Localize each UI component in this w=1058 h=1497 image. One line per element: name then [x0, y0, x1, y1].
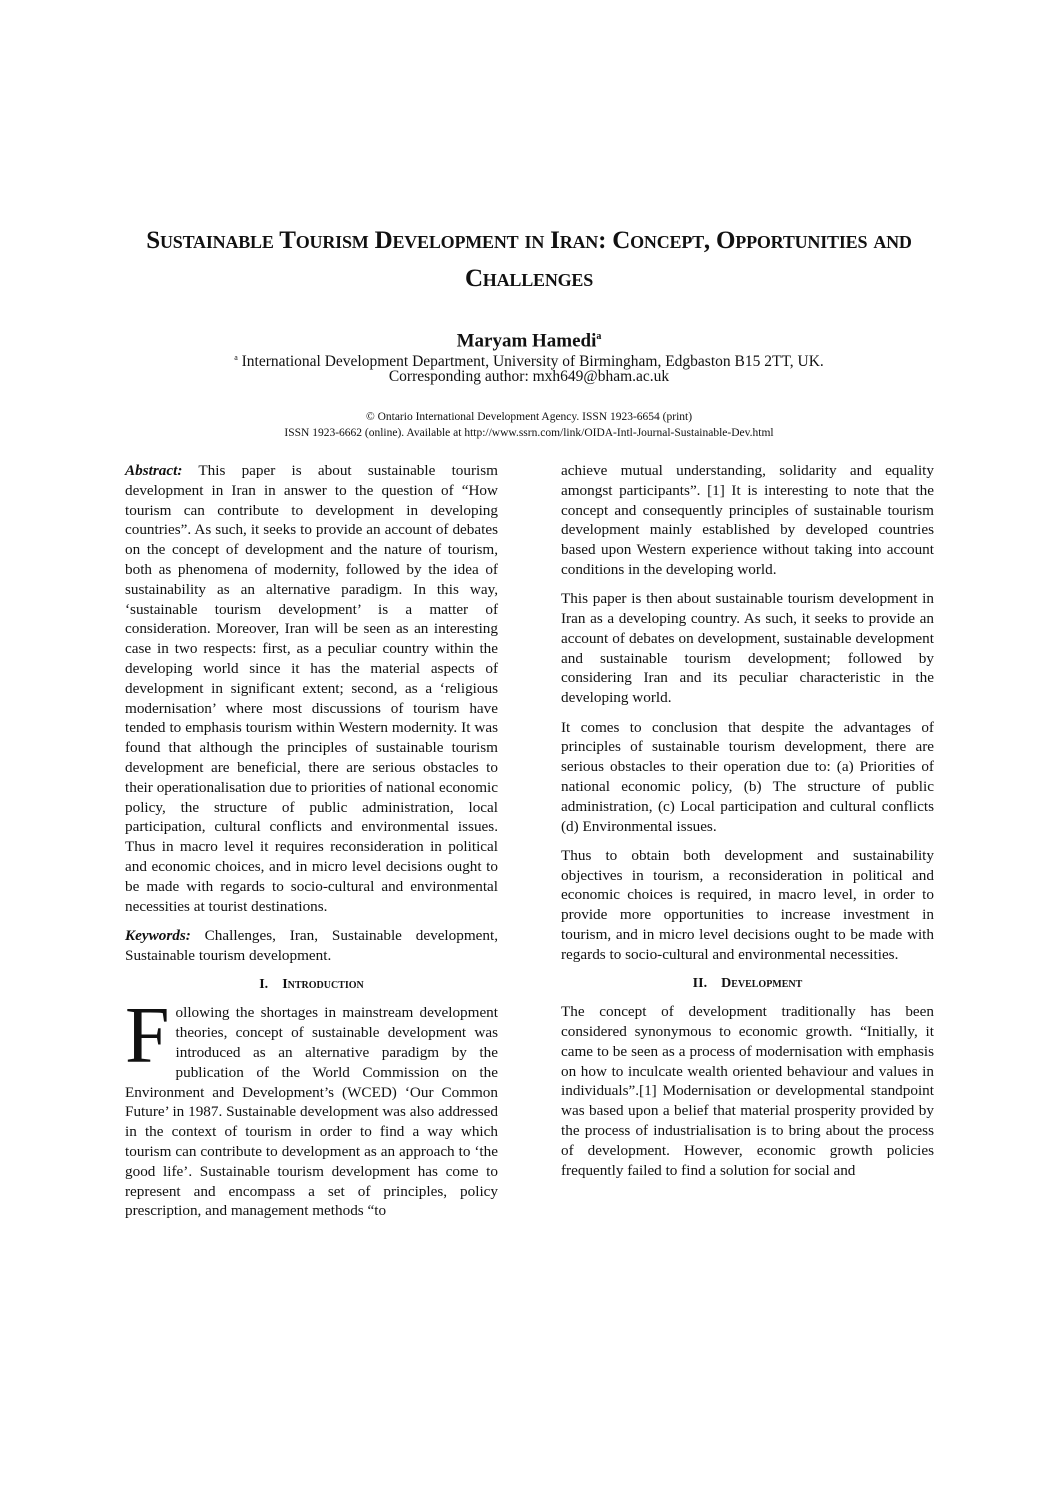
left-column — [125, 461, 498, 1231]
affiliation-marker: a — [234, 353, 238, 362]
abstract-text: This paper is about sustainable tourism development in Iran in answer to the question of “How tourism can contribute to development in developing countries”. As such, it seeks to provide an account of debates on the concept of development and the nature of tourism, both as phenomena of modernity, followed by the idea of sustainability as an alternative paradigm. In this way, ‘sustainable tourism development’ is a matter of consideration. Moreover, Iran will be seen as an interesting case in two respects: first, as a peculiar country within the developing world since it has the material aspects of development in significant extent; second, as a ‘religious modernisation’ where most discussions of tourism have tended to emphasis tourism within Western modernity. It was found that although the principles of sustainable tourism development are beneficial, there are serious obstacles to their operationalisation due to priorities of national economic policy, the structure of public administration, local participation, cultural conflicts and environmental issues. Thus in macro level it requires reconsideration in political and economic choices, and in micro level decisions ought to be made with regards to socio-cultural and environmental necessities at tourist destinations. — [125, 462, 498, 915]
section-title: Development — [721, 976, 803, 992]
author-affiliation-marker: a — [596, 331, 602, 342]
keywords-paragraph — [125, 926, 498, 966]
section-heading-introduction — [125, 975, 498, 995]
paper-title: Sustainable Tourism Development in Iran: Concept, Opportunities and Challenges — [146, 227, 912, 292]
body-paragraph: It comes to conclusion that despite the advantages of principles of sustainable tourism development, there are serious obstacles to their operation due to: (a) Priorities of national economic policy, (b) The structure of public administration, (c) Local participation and cultural conflicts (d) Environmental issues. — [561, 718, 934, 835]
keywords-text: Challenges, Iran, Sustainable development, Sustainable tourism development. — [125, 926, 499, 964]
right-column — [561, 461, 934, 1190]
body-paragraph: This paper is then about sustainable tourism development in Iran as a developing country. As such, it seeks to provide an account of debates on development, sustainable development and sustainable tourism development; followed by considering Iran and its peculiar characteristic in the developing world. — [561, 590, 934, 707]
introduction-text: ollowing the shortages in mainstream development theories, concept of sustainable development was introduced as an alternative paradigm by the publication of the World Commission on the Environment and Development’s (WCED) ‘Our Common Future’ in 1987. Sustainable development was also addressed in the context of tourism in order to find a way which tourism can contribute to development as an approach to ‘the good life’. Sustainable tourism development has come to represent and encompass a set of principles, policy prescription, and management methods “to — [125, 1004, 498, 1220]
section-number: II. — [692, 976, 708, 992]
body-paragraph: achieve mutual understanding, solidarity and equality amongst participants”. [1] It is interesting to note that the concept and consequently principles of sustainable tourism development mainly established by developed countries based upon Western experience without taking into account conditions in the developing world. — [561, 462, 934, 578]
affiliation-text: International Development Department, University of Birmingham, Edgbaston B15 2TT, UK. — [241, 353, 824, 371]
corresponding-author: Corresponding author: mxh649@bham.ac.uk — [388, 368, 670, 385]
abstract-label: Abstract: — [125, 462, 183, 479]
issn-availability: ISSN 1923-6662 (online). Available at http://www.ssrn.com/link/OIDA-Intl-Journal-Sustainable-Dev.html — [284, 427, 774, 439]
development-paragraph: The concept of development traditionally has been considered synonymous to economic growth. “Initially, it came to be seen as a process of modernisation with emphasis on how to inculcate wealth oriented behaviour and values in individuals”.[1] Modernisation or developmental standpoint was based upon a belief that material prosperity provided by the process of industrialisation is to bring about the process of development. However, economic growth policies frequently failed to find a solution for social and — [561, 1003, 934, 1179]
copyright-notice: © Ontario International Development Agency. ISSN 1923-6654 (print) — [365, 411, 693, 423]
abstract-paragraph — [125, 461, 498, 916]
section-title: Introduction — [282, 977, 364, 993]
keywords-label: Keywords: — [125, 926, 191, 944]
section-number: I. — [259, 977, 269, 993]
author-name-text: Maryam Hamedi — [456, 330, 597, 352]
body-paragraph: Thus to obtain both development and sustainability objectives in tourism, a reconsideration in political and economic choices is required, in macro level, in order to provide more opportunities to increase investment in tourism, and in micro level decisions ought to be made with regards to socio-cultural and environmental necessities. — [561, 846, 934, 963]
section-heading-development — [561, 974, 934, 994]
introduction-paragraph — [125, 992, 498, 1221]
drop-cap: F — [125, 992, 170, 1081]
